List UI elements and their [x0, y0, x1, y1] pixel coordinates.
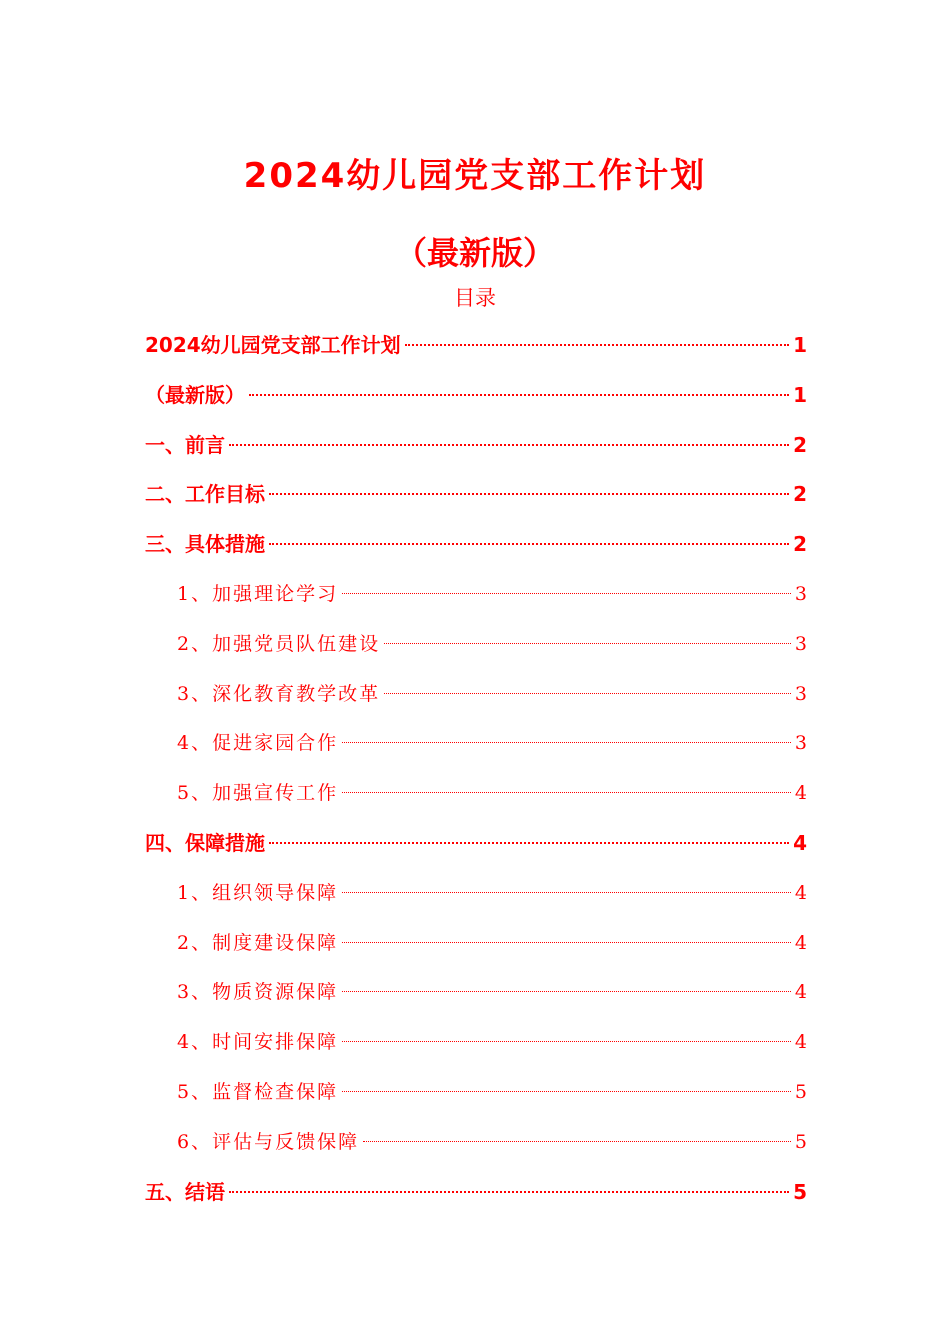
toc-leader-dots	[342, 1041, 791, 1042]
toc-entry-label: 五、结语	[145, 1179, 225, 1204]
toc-subentry[interactable]	[145, 1127, 807, 1177]
toc-leader-dots	[363, 1141, 791, 1142]
toc-subentry[interactable]	[145, 928, 807, 978]
toc-leader-dots	[384, 693, 791, 694]
toc-entry-page: 1	[793, 333, 807, 357]
toc-entry-page: 4	[794, 981, 807, 1004]
toc-leader-dots	[229, 1191, 789, 1193]
toc-entry-page: 4	[793, 830, 807, 855]
toc-entry-label: 5、监督检查保障	[177, 1080, 339, 1103]
toc-entry-label: 5、加强宣传工作	[177, 782, 339, 805]
toc-entry-page: 2	[793, 482, 807, 507]
toc-entry-label: 3、深化教育教学改革	[177, 682, 381, 705]
toc-entry-label: 4、时间安排保障	[177, 1031, 339, 1054]
toc-heading: 目录	[454, 286, 496, 310]
toc-entry-page: 3	[794, 632, 807, 655]
toc-entry[interactable]	[145, 479, 807, 529]
toc-entry-label: 四、保障措施	[145, 830, 265, 855]
toc-leader-dots	[269, 543, 789, 545]
toc-leader-dots	[249, 394, 789, 396]
toc-entry-label: 一、前言	[145, 432, 225, 457]
toc-entry-label: 1、组织领导保障	[177, 881, 339, 904]
toc-subentry[interactable]	[145, 679, 807, 729]
table-of-contents	[145, 330, 807, 1226]
toc-entry-label: 1、加强理论学习	[177, 582, 339, 605]
toc-entry-label: 三、具体措施	[145, 532, 265, 557]
toc-entry[interactable]	[145, 828, 807, 878]
toc-entry-page: 2	[793, 532, 807, 557]
toc-entry-page: 5	[794, 1130, 807, 1153]
toc-entry-label: 6、评估与反馈保障	[177, 1130, 360, 1153]
toc-entry-label: 2024幼儿园党支部工作计划	[145, 333, 401, 357]
toc-entry-label: 4、促进家园合作	[177, 732, 339, 755]
toc-leader-dots	[269, 493, 789, 495]
toc-subentry[interactable]	[145, 778, 807, 828]
toc-entry-label: （最新版）	[145, 382, 245, 407]
toc-entry-page: 1	[793, 382, 807, 407]
toc-entry-page: 4	[794, 881, 807, 904]
toc-entry-page: 3	[794, 582, 807, 605]
toc-leader-dots	[405, 344, 789, 346]
toc-entry[interactable]	[145, 529, 807, 579]
toc-subentry[interactable]	[145, 579, 807, 629]
toc-entry-label: 二、工作目标	[145, 482, 265, 507]
document-title: 2024幼儿园党支部工作计划	[243, 156, 707, 196]
toc-entry-label: 2、加强党员队伍建设	[177, 632, 381, 655]
toc-leader-dots	[229, 444, 789, 446]
toc-subentry[interactable]	[145, 629, 807, 679]
toc-subentry[interactable]	[145, 1027, 807, 1077]
toc-entry-page: 4	[794, 782, 807, 805]
toc-subentry[interactable]	[145, 878, 807, 928]
toc-entry-page: 5	[793, 1179, 807, 1204]
toc-entry-page: 2	[793, 432, 807, 457]
toc-leader-dots	[342, 991, 791, 992]
toc-leader-dots	[342, 892, 791, 893]
toc-leader-dots	[342, 742, 791, 743]
toc-subentry[interactable]	[145, 1077, 807, 1127]
toc-entry[interactable]	[145, 330, 807, 380]
toc-leader-dots	[342, 792, 791, 793]
toc-subentry[interactable]	[145, 977, 807, 1027]
toc-entry-page: 4	[794, 931, 807, 954]
toc-entry-label: 2、制度建设保障	[177, 931, 339, 954]
toc-subentry[interactable]	[145, 728, 807, 778]
toc-leader-dots	[384, 643, 791, 644]
toc-entry-page: 5	[794, 1080, 807, 1103]
toc-entry-page: 4	[794, 1031, 807, 1054]
toc-leader-dots	[342, 942, 791, 943]
toc-entry[interactable]	[145, 1177, 807, 1227]
toc-leader-dots	[342, 593, 791, 594]
toc-leader-dots	[342, 1091, 791, 1092]
toc-entry-page: 3	[794, 682, 807, 705]
toc-entry[interactable]	[145, 380, 807, 430]
document-subtitle: （最新版）	[394, 234, 555, 272]
toc-leader-dots	[269, 842, 789, 844]
toc-entry-label: 3、物质资源保障	[177, 981, 339, 1004]
toc-entry-page: 3	[794, 732, 807, 755]
toc-entry[interactable]	[145, 430, 807, 480]
